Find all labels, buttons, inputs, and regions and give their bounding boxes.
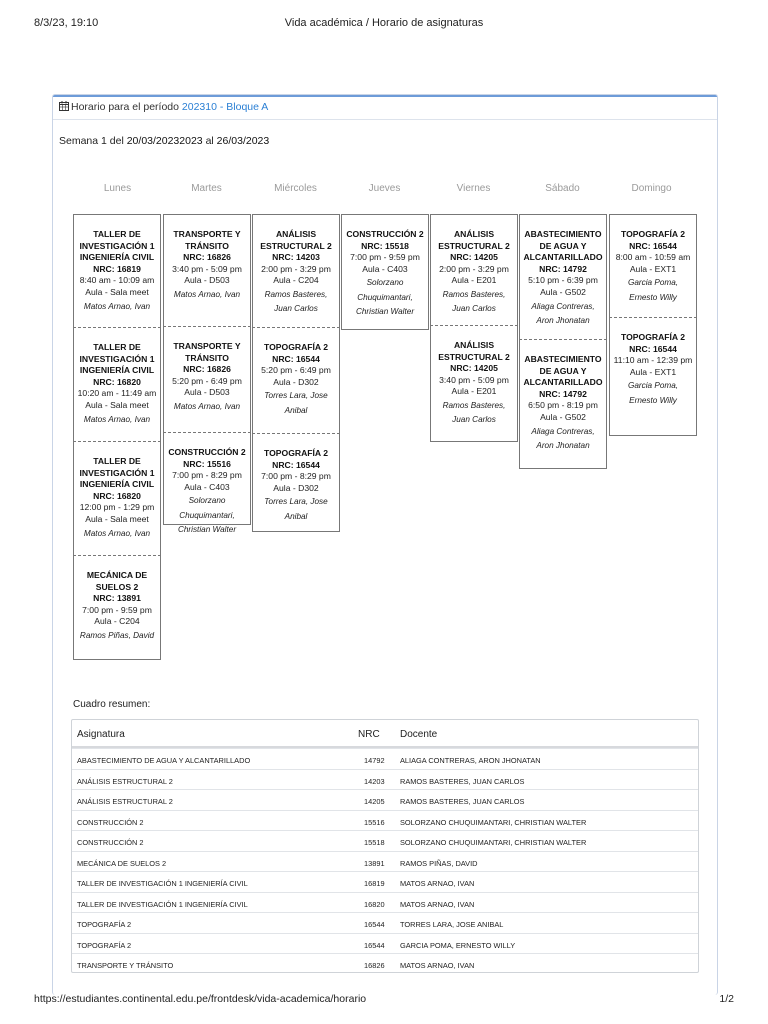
subject-cell: MECÁNICA DE SUELOS 2 bbox=[77, 858, 167, 868]
day-column bbox=[252, 214, 340, 532]
table-row bbox=[72, 810, 698, 831]
session-time: 3:40 pm - 5:09 pm bbox=[439, 374, 509, 385]
session-teacher: Ramos Basteres, Juan Carlos bbox=[442, 289, 506, 314]
day-column bbox=[609, 214, 697, 436]
teacher-cell: MATOS ARNAO, IVAN bbox=[400, 879, 475, 888]
class-session-card[interactable] bbox=[430, 326, 518, 442]
course-nrc: NRC: 16819 bbox=[93, 263, 141, 274]
course-title: TALLER DE INVESTIGACIÓN 1 INGENIERÍA CIVIL bbox=[79, 342, 155, 376]
class-session-card[interactable] bbox=[163, 214, 251, 327]
summary-label: Cuadro resumen: bbox=[73, 699, 151, 710]
class-session-card[interactable] bbox=[73, 214, 161, 328]
course-title: ANÁLISIS ESTRUCTURAL 2 bbox=[438, 340, 510, 362]
period-link[interactable]: 202310 - Bloque A bbox=[181, 101, 269, 113]
session-room: Aula - G502 bbox=[540, 286, 586, 297]
course-nrc: NRC: 16820 bbox=[93, 376, 141, 387]
course-nrc: NRC: 14205 bbox=[450, 363, 498, 374]
nrc-cell: 15518 bbox=[364, 838, 385, 847]
session-room: Aula - C204 bbox=[94, 616, 140, 627]
teacher-cell: MATOS ARNAO, IVAN bbox=[400, 961, 475, 970]
panel-title bbox=[71, 101, 268, 113]
day-column bbox=[519, 214, 607, 469]
class-session-card[interactable] bbox=[609, 318, 697, 436]
session-time: 2:00 pm - 3:29 pm bbox=[439, 263, 509, 274]
course-title: TALLER DE INVESTIGACIÓN 1 INGENIERÍA CIVIL bbox=[79, 456, 155, 490]
table-row bbox=[72, 830, 698, 851]
class-session-card[interactable] bbox=[73, 328, 161, 442]
course-title: ABASTECIMIENTO DE AGUA Y ALCANTARILLADO bbox=[523, 354, 603, 388]
course-nrc: NRC: 13891 bbox=[93, 593, 141, 604]
table-row bbox=[72, 748, 698, 769]
session-room: Aula - D302 bbox=[273, 482, 319, 493]
course-title: TOPOGRAFÍA 2 bbox=[264, 448, 328, 458]
table-row bbox=[72, 789, 698, 810]
session-room: Aula - D503 bbox=[184, 275, 230, 286]
print-url[interactable]: https://estudiantes.continental.edu.pe/frontdesk/vida-academica/horario bbox=[34, 993, 367, 1005]
header-nrc: NRC bbox=[358, 729, 380, 740]
session-teacher: Ramos Basteres, Juan Carlos bbox=[442, 400, 506, 425]
class-session-card[interactable] bbox=[163, 433, 251, 534]
subject-cell: CONSTRUCCIÓN 2 bbox=[77, 838, 144, 847]
course-title: TOPOGRAFÍA 2 bbox=[264, 342, 328, 352]
week-prefix: Semana 1 del bbox=[59, 135, 124, 147]
course-nrc: NRC: 14203 bbox=[272, 252, 320, 263]
session-room: Aula - Sala meet bbox=[85, 286, 149, 297]
week-range bbox=[59, 135, 269, 147]
session-time: 3:40 pm - 5:09 pm bbox=[172, 263, 242, 274]
class-session-card[interactable] bbox=[341, 214, 429, 330]
table-row bbox=[72, 871, 698, 892]
table-row bbox=[72, 933, 698, 954]
teacher-cell: TORRES LARA, JOSE ANIBAL bbox=[400, 920, 504, 929]
session-room: Aula - EXT1 bbox=[629, 366, 677, 377]
course-title: TRANSPORTE Y TRÁNSITO bbox=[173, 229, 241, 251]
teacher-cell: RAMOS PIÑAS, DAVID bbox=[400, 858, 478, 868]
course-title: ANÁLISIS ESTRUCTURAL 2 bbox=[438, 229, 510, 251]
table-row bbox=[72, 912, 698, 933]
session-room: Aula - Sala meet bbox=[85, 399, 149, 410]
nrc-cell: 15516 bbox=[364, 817, 385, 827]
class-session-card[interactable] bbox=[73, 442, 161, 556]
teacher-cell: RAMOS BASTERES, JUAN CARLOS bbox=[400, 776, 525, 786]
session-teacher: Ramos Piñas, David bbox=[79, 630, 155, 640]
subject-cell: ANÁLISIS ESTRUCTURAL 2 bbox=[77, 797, 173, 806]
header-teacher: Docente bbox=[400, 729, 438, 740]
session-teacher: Garcia Poma, Ernesto Willy bbox=[627, 381, 679, 405]
subject-cell: ABASTECIMIENTO DE AGUA Y ALCANTARILLADO bbox=[77, 756, 251, 765]
course-nrc: NRC: 15516 bbox=[183, 458, 231, 469]
session-room: Aula - G502 bbox=[540, 411, 586, 422]
session-time: 10:20 am - 11:49 am bbox=[77, 388, 157, 399]
session-teacher: Ramos Basteres, Juan Carlos bbox=[264, 289, 328, 314]
subject-cell: TALLER DE INVESTIGACIÓN 1 INGENIERÍA CIVIL bbox=[77, 899, 248, 909]
weekday-label: Miércoles bbox=[274, 183, 317, 194]
course-nrc: NRC: 16544 bbox=[272, 459, 320, 470]
session-teacher: Matos Arnao, Ivan bbox=[173, 401, 241, 411]
table-row bbox=[72, 892, 698, 913]
course-nrc: NRC: 14205 bbox=[450, 252, 498, 263]
nrc-cell: 16544 bbox=[364, 940, 385, 950]
course-nrc: NRC: 14792 bbox=[539, 263, 587, 274]
week-end: 26/03/2023 bbox=[216, 135, 270, 147]
header-subject: Asignatura bbox=[77, 729, 125, 740]
course-title: ANÁLISIS ESTRUCTURAL 2 bbox=[260, 229, 332, 251]
panel-header bbox=[53, 97, 717, 120]
print-datetime: 8/3/23, 19:10 bbox=[34, 17, 99, 29]
teacher-cell: ALIAGA CONTRERAS, ARON JHONATAN bbox=[400, 756, 541, 765]
teacher-cell: MATOS ARNAO, IVAN bbox=[400, 899, 475, 909]
subject-cell: ANÁLISIS ESTRUCTURAL 2 bbox=[77, 776, 173, 786]
class-session-card[interactable] bbox=[252, 434, 340, 532]
session-time: 7:00 pm - 8:29 pm bbox=[172, 470, 242, 481]
table-row bbox=[72, 851, 698, 872]
weekday-label: Martes bbox=[191, 183, 222, 194]
session-room: Aula - EXT1 bbox=[629, 263, 677, 274]
week-start: 20/03/20232023 bbox=[126, 135, 203, 147]
weekday-header bbox=[73, 183, 697, 197]
class-session-card[interactable] bbox=[519, 214, 607, 340]
calendar-icon bbox=[59, 101, 69, 111]
period-prefix: Horario para el período bbox=[71, 101, 179, 113]
subject-cell: TOPOGRAFÍA 2 bbox=[77, 940, 132, 950]
session-time: 7:00 pm - 8:29 pm bbox=[261, 471, 331, 482]
day-column bbox=[73, 214, 161, 660]
session-time: 5:20 pm - 6:49 pm bbox=[172, 375, 242, 386]
session-teacher: Solorzano Chuquimantari, Christian Walter bbox=[177, 496, 237, 534]
session-teacher: Torres Lara, Jose Anibal bbox=[264, 497, 328, 521]
nrc-cell: 14203 bbox=[364, 776, 385, 786]
nrc-cell: 16544 bbox=[364, 920, 385, 929]
summary-table-header bbox=[72, 720, 698, 748]
course-nrc: NRC: 16544 bbox=[629, 343, 677, 354]
day-column bbox=[430, 214, 518, 442]
nrc-cell: 16826 bbox=[364, 961, 385, 970]
session-teacher: Aliaga Contreras, Aron Jhonatan bbox=[531, 301, 595, 325]
course-title: CONSTRUCCIÓN 2 bbox=[168, 447, 246, 457]
weekday-label: Viernes bbox=[456, 183, 491, 194]
class-session-card[interactable] bbox=[609, 214, 697, 318]
subject-cell: TALLER DE INVESTIGACIÓN 1 INGENIERÍA CIVIL bbox=[77, 879, 248, 888]
session-room: Aula - C403 bbox=[362, 263, 408, 274]
subject-cell: TOPOGRAFÍA 2 bbox=[77, 920, 132, 929]
print-header bbox=[0, 0, 768, 34]
nrc-cell: 14205 bbox=[364, 797, 385, 806]
session-time: 8:00 am - 10:59 am bbox=[615, 252, 691, 263]
course-nrc: NRC: 15518 bbox=[361, 240, 409, 251]
course-nrc: NRC: 16544 bbox=[629, 240, 677, 251]
week-mid: al bbox=[205, 135, 214, 147]
day-column bbox=[341, 214, 429, 330]
course-title: TOPOGRAFÍA 2 bbox=[621, 229, 685, 239]
course-title: TRANSPORTE Y TRÁNSITO bbox=[173, 341, 241, 363]
course-nrc: NRC: 14792 bbox=[539, 388, 587, 399]
course-nrc: NRC: 16826 bbox=[183, 252, 231, 263]
session-time: 11:10 am - 12:39 pm bbox=[613, 355, 693, 366]
session-teacher: Matos Arnao, Ivan bbox=[83, 528, 151, 538]
teacher-cell: SOLORZANO CHUQUIMANTARI, CHRISTIAN WALTER bbox=[400, 838, 587, 847]
subject-cell: CONSTRUCCIÓN 2 bbox=[77, 817, 144, 827]
class-session-card[interactable] bbox=[430, 214, 518, 326]
course-title: ABASTECIMIENTO DE AGUA Y ALCANTARILLADO bbox=[523, 229, 603, 263]
course-title: TALLER DE INVESTIGACIÓN 1 INGENIERÍA CIVIL bbox=[79, 229, 155, 263]
session-room: Aula - Sala meet bbox=[85, 513, 149, 524]
class-session-card[interactable] bbox=[163, 327, 251, 433]
weekday-label: Sábado bbox=[545, 183, 580, 194]
nrc-cell: 16819 bbox=[364, 879, 385, 888]
session-time: 7:00 pm - 9:59 pm bbox=[82, 604, 152, 615]
course-title: MECÁNICA DE SUELOS 2 bbox=[86, 570, 148, 592]
session-teacher: Matos Arnao, Ivan bbox=[83, 301, 151, 311]
print-title: Vida académica / Horario de asignaturas bbox=[284, 17, 484, 29]
session-teacher: Aliaga Contreras, Aron Jhonatan bbox=[531, 426, 595, 450]
session-room: Aula - D302 bbox=[273, 376, 319, 387]
nrc-cell: 16820 bbox=[364, 899, 385, 909]
course-nrc: NRC: 16820 bbox=[93, 490, 141, 501]
class-session-card[interactable] bbox=[252, 328, 340, 434]
weekday-label: Lunes bbox=[103, 183, 132, 194]
nrc-cell: 13891 bbox=[364, 858, 385, 868]
schedule-panel bbox=[52, 94, 718, 995]
course-title: CONSTRUCCIÓN 2 bbox=[346, 229, 424, 239]
session-room: Aula - E201 bbox=[451, 386, 497, 397]
session-time: 7:00 pm - 9:59 pm bbox=[350, 252, 420, 263]
session-room: Aula - C403 bbox=[184, 481, 230, 492]
table-row bbox=[72, 769, 698, 790]
weekday-label: Jueves bbox=[368, 183, 401, 194]
course-nrc: NRC: 16826 bbox=[183, 364, 231, 375]
class-session-card[interactable] bbox=[73, 556, 161, 660]
session-teacher: Matos Arnao, Ivan bbox=[173, 289, 241, 299]
nrc-cell: 14792 bbox=[364, 756, 385, 765]
subject-cell: TRANSPORTE Y TRÁNSITO bbox=[77, 961, 174, 970]
session-time: 12:00 pm - 1:29 pm bbox=[79, 502, 155, 513]
session-room: Aula - E201 bbox=[451, 275, 497, 286]
session-teacher: Matos Arnao, Ivan bbox=[83, 414, 151, 424]
course-nrc: NRC: 16544 bbox=[272, 353, 320, 364]
course-title: TOPOGRAFÍA 2 bbox=[621, 332, 685, 342]
session-teacher: Garcia Poma, Ernesto Willy bbox=[627, 278, 679, 302]
session-time: 5:20 pm - 6:49 pm bbox=[261, 365, 331, 376]
class-session-card[interactable] bbox=[252, 214, 340, 328]
session-room: Aula - D503 bbox=[184, 387, 230, 398]
session-teacher: Solorzano Chuquimantari, Christian Walter bbox=[355, 278, 415, 316]
session-time: 5:10 pm - 6:39 pm bbox=[528, 275, 598, 286]
class-session-card[interactable] bbox=[519, 340, 607, 469]
teacher-cell: GARCIA POMA, ERNESTO WILLY bbox=[400, 940, 516, 950]
day-column bbox=[163, 214, 251, 534]
session-time: 8:40 am - 10:09 am bbox=[79, 275, 155, 286]
weekday-label: Domingo bbox=[631, 183, 672, 194]
session-room: Aula - C204 bbox=[273, 275, 319, 286]
session-time: 6:50 pm - 8:19 pm bbox=[528, 400, 598, 411]
table-row bbox=[72, 953, 698, 973]
teacher-cell: SOLORZANO CHUQUIMANTARI, CHRISTIAN WALTER bbox=[400, 817, 587, 827]
session-time: 2:00 pm - 3:29 pm bbox=[261, 263, 331, 274]
session-teacher: Torres Lara, Jose Anibal bbox=[264, 391, 328, 415]
print-page-number: 1/2 bbox=[719, 993, 734, 1005]
summary-table bbox=[71, 719, 699, 973]
teacher-cell: RAMOS BASTERES, JUAN CARLOS bbox=[400, 797, 525, 806]
